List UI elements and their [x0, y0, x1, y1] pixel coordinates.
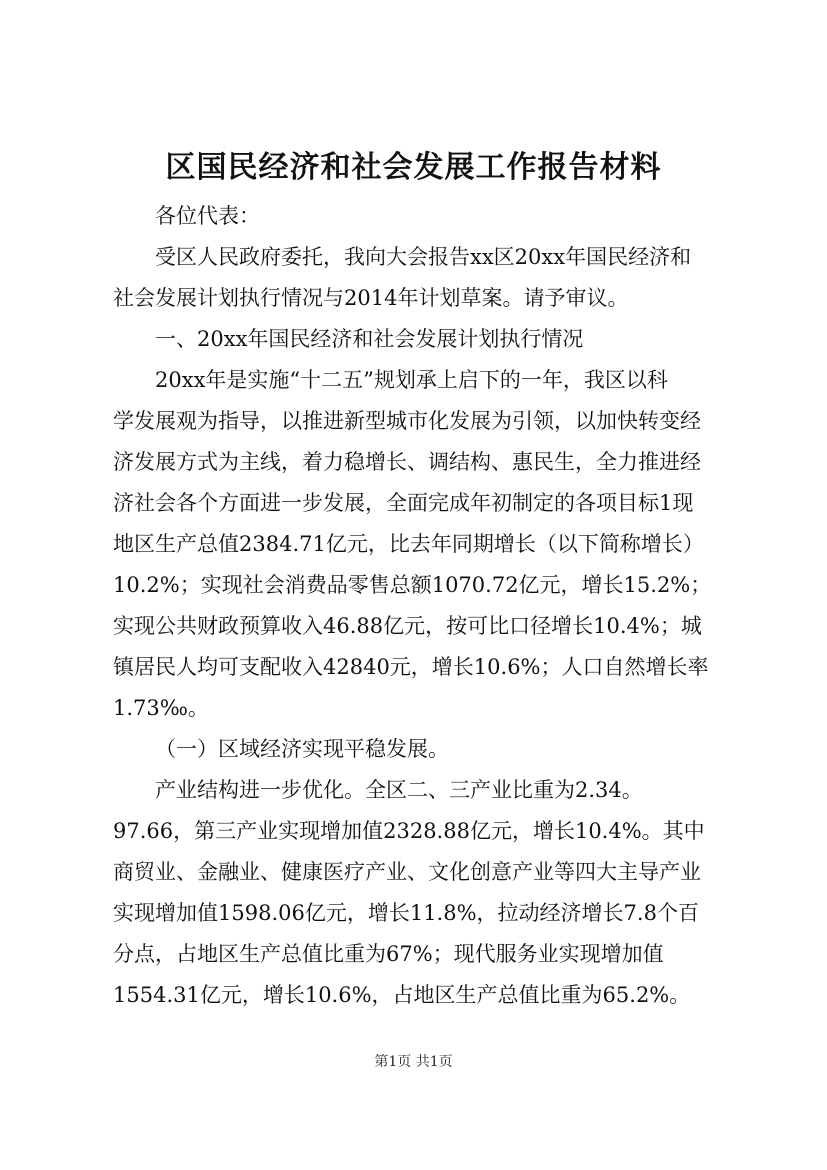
paragraph-line: 20xx年是实施“十二五”规划承上启下的一年，我区以科 [155, 368, 668, 392]
paragraph-line: 社会发展计划执行情况与2014年计划草案。请予审议。 [113, 286, 629, 310]
paragraph-line: 1554.31亿元，增长10.6%，占地区生产总值比重为65.2%。 [113, 983, 691, 1007]
page-footer: 第1页 共1页 [374, 1054, 453, 1070]
section-heading: 一、20xx年国民经济和社会发展计划执行情况 [155, 327, 584, 351]
document-title: 区国民经济和社会发展工作报告材料 [165, 150, 662, 185]
subsection-heading: （一）区域经济实现平稳发展。 [155, 737, 449, 761]
paragraph-line: 地区生产总值2384.71亿元，比去年同期增长（以下简称增长） [113, 532, 704, 556]
paragraph-line: 97.66，第三产业实现增加值2328.88亿元，增长10.4%。其中 [113, 819, 705, 843]
paragraph-line: 济发展方式为主线，着力稳增长、调结构、惠民生，全力推进经 [113, 450, 701, 474]
document-body [113, 196, 725, 1016]
paragraph-line: 1.73‰。 [113, 696, 209, 720]
paragraph-line: 学发展观为指导，以推进新型城市化发展为引领，以加快转变经 [113, 409, 701, 433]
paragraph-line: 产业结构进一步优化。全区二、三产业比重为2.34。 [155, 778, 643, 802]
paragraph-line: 商贸业、金融业、健康医疗产业、文化创意产业等四大主导产业 [113, 860, 701, 884]
paragraph-line: 10.2%；实现社会消费品零售总额1070.72亿元，增长15.2%； [113, 573, 712, 597]
paragraph-line: 受区人民政府委托，我向大会报告xx区20xx年国民经济和 [155, 245, 692, 269]
paragraph-line: 分点，占地区生产总值比重为67%；现代服务业实现增加值 [113, 942, 664, 966]
paragraph-line: 实现公共财政预算收入46.88亿元，按可比口径增长10.4%；城 [113, 614, 702, 638]
paragraph-line: 实现增加值1598.06亿元，增长11.8%，拉动经济增长7.8个百 [113, 901, 699, 925]
paragraph-line: 济社会各个方面进一步发展，全面完成年初制定的各项目标1现 [113, 491, 694, 515]
paragraph-line: 镇居民人均可支配收入42840元，增长10.6%；人口自然增长率 [113, 655, 709, 679]
paragraph-line: 各位代表： [155, 204, 260, 228]
